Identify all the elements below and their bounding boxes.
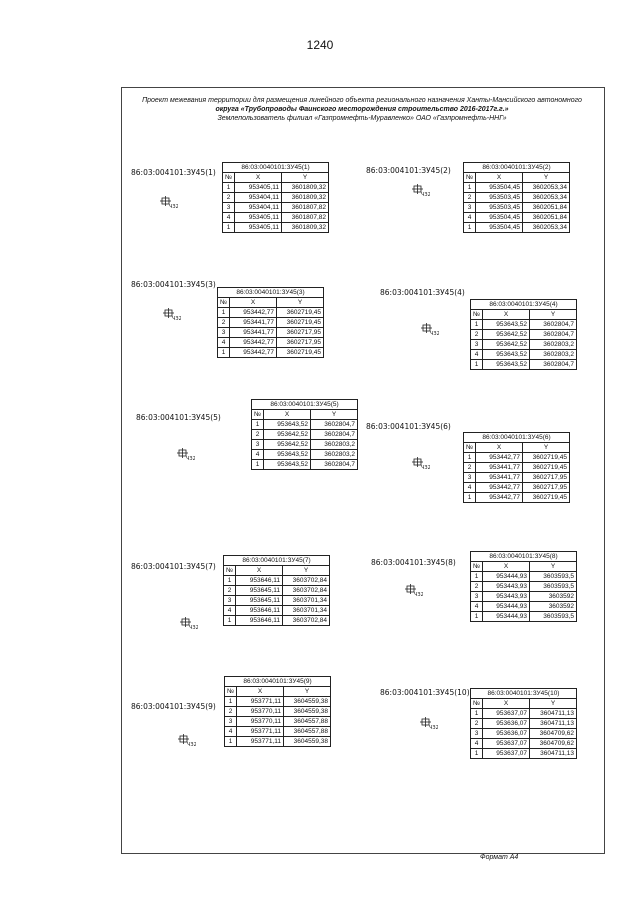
- table-row: [223, 213, 329, 223]
- plot-mark-icon: [178, 734, 196, 748]
- coordinates-table: [470, 299, 577, 370]
- coordinates-table: [470, 551, 577, 622]
- table-title: 86:03:0040101:ЗУ45(5): [252, 400, 358, 410]
- table-row: [471, 612, 577, 622]
- table-cell: 3601807,82: [282, 213, 329, 223]
- table-row: [225, 717, 331, 727]
- table-cell: 953504,45: [476, 213, 523, 223]
- table-cell: 3604711,13: [530, 719, 577, 729]
- table-cell: 953643,52: [264, 460, 311, 470]
- table-cell: 3602717,95: [523, 473, 570, 483]
- table-cell: 953441,77: [476, 463, 523, 473]
- table-cell: 953643,52: [264, 450, 311, 460]
- column-header: Y: [284, 687, 331, 697]
- table-cell: 1: [223, 183, 235, 193]
- table-row: [471, 592, 577, 602]
- column-header: Y: [523, 173, 570, 183]
- column-header: X: [235, 173, 282, 183]
- table-row: [471, 709, 577, 719]
- table-cell: 1: [464, 183, 476, 193]
- svg-text:ЧЗ2: ЧЗ2: [429, 725, 438, 731]
- table-cell: 3604709,62: [530, 739, 577, 749]
- table-cell: 953442,77: [230, 348, 277, 358]
- table-cell: 953405,11: [235, 223, 282, 233]
- table-cell: 953771,11: [237, 737, 284, 747]
- coordinates-table: [217, 287, 324, 358]
- table-cell: 953646,11: [236, 616, 283, 626]
- table-title: 86:03:0040101:ЗУ45(6): [464, 433, 570, 443]
- column-header: №: [471, 699, 483, 709]
- table-title: 86:03:0040101:ЗУ45(2): [464, 163, 570, 173]
- table-cell: 953770,11: [237, 707, 284, 717]
- column-header: X: [483, 310, 530, 320]
- table-row: [471, 582, 577, 592]
- column-header: №: [464, 173, 476, 183]
- table-cell: 3602719,45: [277, 348, 324, 358]
- table-cell: 3603702,84: [283, 586, 330, 596]
- table-cell: 953645,11: [236, 596, 283, 606]
- table-cell: 953441,77: [476, 473, 523, 483]
- table-row: [464, 473, 570, 483]
- header-line-1: Проект межевания территории для размещения линейного объекта регионального назначения Ханты-Мансийского автономного: [142, 97, 582, 104]
- table-cell: 3602053,34: [523, 193, 570, 203]
- column-header: Y: [523, 443, 570, 453]
- table-row: [224, 606, 330, 616]
- table-cell: 3604709,62: [530, 729, 577, 739]
- table-cell: 3604711,13: [530, 749, 577, 759]
- column-header: X: [483, 699, 530, 709]
- table-cell: 1: [464, 493, 476, 503]
- table-cell: 4: [464, 483, 476, 493]
- table-row: [471, 739, 577, 749]
- table-cell: 3: [252, 440, 264, 450]
- column-header: Y: [530, 310, 577, 320]
- table-cell: 953441,77: [230, 328, 277, 338]
- table-cell: 2: [471, 719, 483, 729]
- table-row: [218, 308, 324, 318]
- table-row: [223, 193, 329, 203]
- table-cell: 3603701,34: [283, 606, 330, 616]
- table-cell: 3603592: [530, 592, 577, 602]
- plot-mark-icon: [405, 584, 423, 598]
- table-cell: 953442,77: [230, 338, 277, 348]
- table-row: [218, 338, 324, 348]
- table-cell: 953443,93: [483, 582, 530, 592]
- table-title: 86:03:0040101:ЗУ45(3): [218, 288, 324, 298]
- table-cell: 3603592: [530, 602, 577, 612]
- table-cell: 953771,11: [237, 727, 284, 737]
- table-cell: 3602803,2: [530, 350, 577, 360]
- plot-mark-icon: [180, 617, 198, 631]
- table-cell: 3: [224, 596, 236, 606]
- table-cell: 3602719,45: [523, 453, 570, 463]
- table-cell: 4: [464, 213, 476, 223]
- svg-text:ЧЗ2: ЧЗ2: [169, 204, 178, 210]
- table-cell: 2: [471, 330, 483, 340]
- table-cell: 3602803,2: [311, 450, 358, 460]
- table-row: [471, 330, 577, 340]
- column-header: №: [464, 443, 476, 453]
- column-header: №: [223, 173, 235, 183]
- table-cell: 953643,52: [483, 320, 530, 330]
- table-cell: 3602804,7: [530, 320, 577, 330]
- plot-label: 86:03:004101:ЗУ45(10): [380, 688, 470, 697]
- table-cell: 2: [464, 463, 476, 473]
- table-cell: 953643,52: [483, 350, 530, 360]
- coordinates-table: [463, 432, 570, 503]
- table-cell: 953404,11: [235, 203, 282, 213]
- table-cell: 2: [252, 430, 264, 440]
- table-cell: 953642,52: [264, 430, 311, 440]
- table-row: [471, 719, 577, 729]
- table-row: [218, 318, 324, 328]
- table-cell: 953643,52: [483, 360, 530, 370]
- table-cell: 953405,11: [235, 183, 282, 193]
- plot-label: 86:03:004101:ЗУ45(7): [131, 562, 216, 571]
- table-cell: 953504,45: [476, 223, 523, 233]
- table-cell: 1: [225, 737, 237, 747]
- table-row: [471, 749, 577, 759]
- table-title: 86:03:0040101:ЗУ45(1): [223, 163, 329, 173]
- table-cell: 3603702,84: [283, 616, 330, 626]
- table-row: [464, 203, 570, 213]
- table-cell: 953771,11: [237, 697, 284, 707]
- table-cell: 953444,93: [483, 602, 530, 612]
- plot-label: 86:03:004101:ЗУ45(4): [380, 288, 465, 297]
- table-row: [464, 223, 570, 233]
- table-cell: 953646,11: [236, 606, 283, 616]
- plot-mark-icon: [420, 717, 438, 731]
- table-row: [225, 727, 331, 737]
- table-cell: 4: [224, 606, 236, 616]
- table-cell: 3602719,45: [523, 493, 570, 503]
- table-cell: 3602804,7: [530, 330, 577, 340]
- table-row: [225, 697, 331, 707]
- table-row: [223, 183, 329, 193]
- table-cell: 3602804,7: [530, 360, 577, 370]
- table-row: [224, 616, 330, 626]
- coordinates-table: [222, 162, 329, 233]
- table-cell: 4: [471, 739, 483, 749]
- table-cell: 3602803,2: [530, 340, 577, 350]
- table-cell: 4: [471, 602, 483, 612]
- table-cell: 953645,11: [236, 586, 283, 596]
- table-cell: 953637,07: [483, 749, 530, 759]
- table-cell: 3602051,84: [523, 213, 570, 223]
- table-cell: 953503,45: [476, 193, 523, 203]
- table-row: [218, 328, 324, 338]
- column-header: №: [252, 410, 264, 420]
- table-cell: 1: [464, 453, 476, 463]
- column-header: X: [476, 443, 523, 453]
- table-cell: 953642,52: [264, 440, 311, 450]
- table-cell: 953442,77: [476, 483, 523, 493]
- table-cell: 1: [224, 576, 236, 586]
- table-cell: 953636,07: [483, 729, 530, 739]
- table-cell: 1: [471, 320, 483, 330]
- column-header: X: [476, 173, 523, 183]
- plot-label: 86:03:004101:ЗУ45(1): [131, 168, 216, 177]
- table-cell: 3602717,95: [523, 483, 570, 493]
- table-cell: 2: [225, 707, 237, 717]
- table-cell: 1: [471, 612, 483, 622]
- column-header: X: [483, 562, 530, 572]
- table-cell: 4: [252, 450, 264, 460]
- table-cell: 1: [471, 709, 483, 719]
- column-header: X: [236, 566, 283, 576]
- table-cell: 3602804,7: [311, 460, 358, 470]
- plot-label: 86:03:004101:ЗУ45(6): [366, 422, 451, 431]
- column-header: X: [230, 298, 277, 308]
- table-row: [252, 440, 358, 450]
- table-row: [464, 463, 570, 473]
- table-cell: 1: [218, 348, 230, 358]
- table-title: 86:03:0040101:ЗУ45(10): [471, 689, 577, 699]
- format-label: Формат А4: [480, 854, 519, 861]
- column-header: №: [225, 687, 237, 697]
- table-row: [252, 460, 358, 470]
- table-cell: 3604557,88: [284, 717, 331, 727]
- column-header: №: [471, 310, 483, 320]
- table-cell: 3603593,5: [530, 582, 577, 592]
- table-cell: 2: [471, 582, 483, 592]
- table-cell: 953770,11: [237, 717, 284, 727]
- table-cell: 3602717,95: [277, 328, 324, 338]
- column-header: Y: [530, 562, 577, 572]
- column-header: Y: [283, 566, 330, 576]
- plot-mark-icon: [163, 308, 181, 322]
- table-cell: 953642,52: [483, 340, 530, 350]
- table-cell: 3: [225, 717, 237, 727]
- table-cell: 3604559,38: [284, 697, 331, 707]
- coordinates-table: [223, 555, 330, 626]
- table-cell: 4: [223, 213, 235, 223]
- table-cell: 3602719,45: [523, 463, 570, 473]
- column-header: X: [237, 687, 284, 697]
- table-row: [252, 450, 358, 460]
- table-cell: 1: [225, 697, 237, 707]
- table-cell: 953442,77: [476, 453, 523, 463]
- plot-mark-icon: [160, 196, 178, 210]
- svg-text:ЧЗ2: ЧЗ2: [414, 592, 423, 598]
- table-cell: 3: [218, 328, 230, 338]
- table-cell: 3602053,34: [523, 223, 570, 233]
- table-cell: 3602804,7: [311, 420, 358, 430]
- table-cell: 953442,77: [476, 493, 523, 503]
- table-cell: 1: [252, 420, 264, 430]
- table-cell: 4: [225, 727, 237, 737]
- plot-label: 86:03:004101:ЗУ45(5): [136, 413, 221, 422]
- table-cell: 3: [464, 203, 476, 213]
- column-header: №: [471, 562, 483, 572]
- table-cell: 4: [218, 338, 230, 348]
- svg-text:ЧЗ2: ЧЗ2: [421, 465, 430, 471]
- coordinates-table: [463, 162, 570, 233]
- table-cell: 953441,77: [230, 318, 277, 328]
- table-cell: 3603701,34: [283, 596, 330, 606]
- coordinates-table: [224, 676, 331, 747]
- table-cell: 1: [223, 223, 235, 233]
- table-row: [225, 737, 331, 747]
- column-header: Y: [530, 699, 577, 709]
- table-cell: 3601809,32: [282, 223, 329, 233]
- table-title: 86:03:0040101:ЗУ45(4): [471, 300, 577, 310]
- table-cell: 3602717,95: [277, 338, 324, 348]
- table-row: [464, 193, 570, 203]
- page-number: 1240: [306, 38, 334, 52]
- plot-mark-icon: [412, 457, 430, 471]
- table-cell: 953637,07: [483, 739, 530, 749]
- column-header: Y: [282, 173, 329, 183]
- svg-text:ЧЗ2: ЧЗ2: [186, 456, 195, 462]
- plot-label: 86:03:004101:ЗУ45(2): [366, 166, 451, 175]
- table-cell: 3604559,38: [284, 737, 331, 747]
- header-line-3: Землепользователь филиал «Газпромнефть-Муравленко» ОАО «Газпромнефть-ННГ»: [217, 115, 507, 122]
- table-cell: 3: [471, 340, 483, 350]
- table-row: [464, 483, 570, 493]
- table-row: [223, 203, 329, 213]
- table-cell: 2: [224, 586, 236, 596]
- table-cell: 3603593,5: [530, 612, 577, 622]
- table-cell: 1: [471, 749, 483, 759]
- table-row: [252, 430, 358, 440]
- table-cell: 1: [464, 223, 476, 233]
- table-cell: 953504,45: [476, 183, 523, 193]
- table-row: [471, 572, 577, 582]
- table-cell: 3603702,84: [283, 576, 330, 586]
- table-cell: 953443,93: [483, 592, 530, 602]
- table-row: [471, 320, 577, 330]
- table-cell: 2: [223, 193, 235, 203]
- svg-text:ЧЗ2: ЧЗ2: [421, 192, 430, 198]
- table-title: 86:03:0040101:ЗУ45(9): [225, 677, 331, 687]
- table-cell: 3602719,45: [277, 318, 324, 328]
- table-cell: 1: [471, 360, 483, 370]
- table-row: [464, 453, 570, 463]
- table-row: [223, 223, 329, 233]
- table-cell: 3604557,88: [284, 727, 331, 737]
- table-cell: 953404,11: [235, 193, 282, 203]
- svg-text:ЧЗ2: ЧЗ2: [172, 316, 181, 322]
- table-cell: 1: [471, 572, 483, 582]
- table-row: [224, 596, 330, 606]
- table-row: [471, 340, 577, 350]
- table-row: [464, 213, 570, 223]
- table-cell: 3601807,82: [282, 203, 329, 213]
- table-cell: 3603593,5: [530, 572, 577, 582]
- table-cell: 3: [464, 473, 476, 483]
- table-cell: 4: [471, 350, 483, 360]
- table-cell: 953444,93: [483, 612, 530, 622]
- header-line-2: округа «Трубопроводы Фаинского месторождения строительство 2016-2017г.г.»: [215, 106, 509, 113]
- table-cell: 3601809,32: [282, 193, 329, 203]
- table-cell: 953637,07: [483, 709, 530, 719]
- table-cell: 3602804,7: [311, 430, 358, 440]
- table-cell: 953643,52: [264, 420, 311, 430]
- plot-mark-icon: [177, 448, 195, 462]
- table-row: [471, 602, 577, 612]
- plot-mark-icon: [412, 184, 430, 198]
- plot-label: 86:03:004101:ЗУ45(9): [131, 702, 216, 711]
- table-title: 86:03:0040101:ЗУ45(8): [471, 552, 577, 562]
- table-row: [471, 360, 577, 370]
- table-row: [252, 420, 358, 430]
- table-cell: 953405,11: [235, 213, 282, 223]
- table-cell: 3602051,84: [523, 203, 570, 213]
- table-cell: 3601809,32: [282, 183, 329, 193]
- table-row: [471, 729, 577, 739]
- table-cell: 3602803,2: [311, 440, 358, 450]
- document-header: [121, 96, 603, 123]
- table-cell: 1: [252, 460, 264, 470]
- column-header: X: [264, 410, 311, 420]
- table-row: [471, 350, 577, 360]
- table-cell: 3: [223, 203, 235, 213]
- plot-label: 86:03:004101:ЗУ45(3): [131, 280, 216, 289]
- svg-text:ЧЗ2: ЧЗ2: [187, 742, 196, 748]
- table-cell: 2: [218, 318, 230, 328]
- svg-text:ЧЗ2: ЧЗ2: [430, 331, 439, 337]
- coordinates-table: [470, 688, 577, 759]
- table-cell: 953442,77: [230, 308, 277, 318]
- table-row: [224, 586, 330, 596]
- table-row: [225, 707, 331, 717]
- table-cell: 3: [471, 729, 483, 739]
- table-row: [464, 493, 570, 503]
- table-row: [218, 348, 324, 358]
- table-row: [224, 576, 330, 586]
- table-cell: 953444,93: [483, 572, 530, 582]
- column-header: Y: [311, 410, 358, 420]
- table-cell: 3602053,34: [523, 183, 570, 193]
- table-cell: 2: [464, 193, 476, 203]
- table-cell: 953636,07: [483, 719, 530, 729]
- table-cell: 953503,45: [476, 203, 523, 213]
- table-cell: 3602719,45: [277, 308, 324, 318]
- plot-mark-icon: [421, 323, 439, 337]
- table-row: [464, 183, 570, 193]
- svg-text:ЧЗ2: ЧЗ2: [189, 625, 198, 631]
- table-cell: 1: [218, 308, 230, 318]
- table-cell: 3604711,13: [530, 709, 577, 719]
- column-header: Y: [277, 298, 324, 308]
- table-cell: 3: [471, 592, 483, 602]
- column-header: №: [224, 566, 236, 576]
- table-cell: 953646,11: [236, 576, 283, 586]
- coordinates-table: [251, 399, 358, 470]
- table-cell: 953642,52: [483, 330, 530, 340]
- plot-label: 86:03:004101:ЗУ45(8): [371, 558, 456, 567]
- table-cell: 3604559,38: [284, 707, 331, 717]
- column-header: №: [218, 298, 230, 308]
- table-cell: 1: [224, 616, 236, 626]
- table-title: 86:03:0040101:ЗУ45(7): [224, 556, 330, 566]
